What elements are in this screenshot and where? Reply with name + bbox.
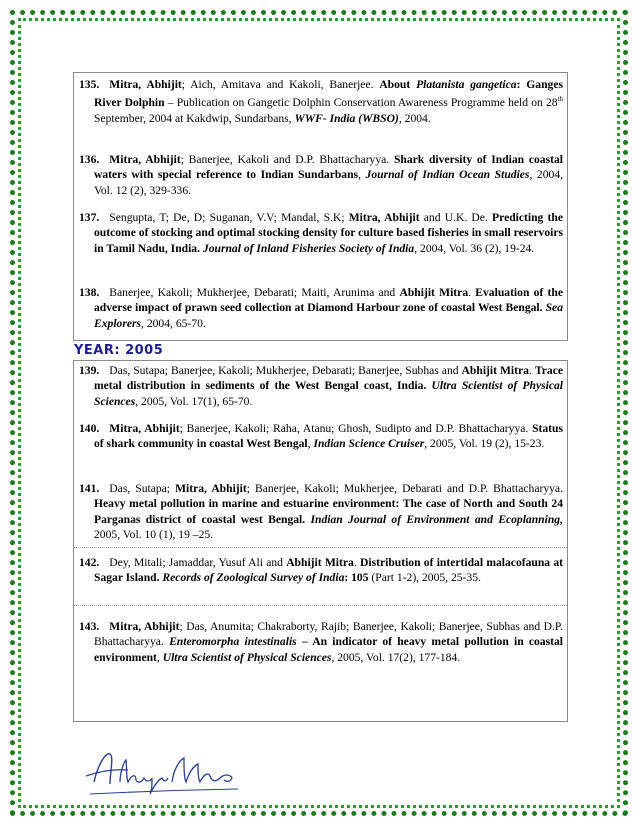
volume-details: 2005, Vol. 10 (1), 19 –25. xyxy=(94,528,214,542)
co-authors: ; Banerjee, Kakoli; Mukherjee, Debarati and D.P. Bhattacharyya. xyxy=(246,482,563,495)
volume-details: , 2004, Vol. 36 (2), 19-24. xyxy=(414,241,535,255)
author-highlight: Mitra, Abhijit xyxy=(175,482,247,495)
signature-image xyxy=(80,738,250,802)
title-text: Status of shark community in coastal West Bengal xyxy=(94,422,563,451)
journal-name: Indian Journal of Environment and Ecoplanning, xyxy=(310,512,563,526)
publications-box-2004 xyxy=(73,72,568,341)
co-authors: Das, Sutapa; xyxy=(109,482,176,495)
co-authors: Banerjee, Kakoli; Mukherjee, Debarati; Maiti, Arunima and xyxy=(109,286,400,299)
author-highlight: Mitra, Abhijit xyxy=(109,422,180,435)
publication-entry-139 xyxy=(79,363,563,409)
separator: , xyxy=(156,650,163,664)
entry-number: 139. xyxy=(79,364,100,377)
publication-entry-137 xyxy=(79,210,563,256)
author-highlight: Mitra, Abhijit xyxy=(109,620,180,633)
author-highlight: Mitra, Abhijit xyxy=(348,211,420,224)
journal-name: Ultra Scientist of Physical Sciences xyxy=(162,650,332,664)
author-highlight: Mitra, Abhijit xyxy=(109,78,182,91)
entry-number: 141. xyxy=(79,482,100,495)
volume-details: (Part 1-2), 2005, 25-35. xyxy=(368,571,481,585)
volume-details: , 2005, Vol. 19 (2), 15-23. xyxy=(424,437,545,451)
entry-number: 135. xyxy=(79,78,100,91)
journal-name: Sea Explorers xyxy=(94,301,563,330)
separator: . xyxy=(468,286,476,299)
title-text: Predicting the outcome of stocking and optimal stocking density for culture based fisheries in small reservoirs in Tamil Nadu, India. xyxy=(94,211,563,255)
journal-name: Indian Science Cruiser xyxy=(313,437,425,451)
separator: , xyxy=(358,168,366,182)
publication-entry-135 xyxy=(79,77,563,126)
entry-number: 138. xyxy=(79,286,100,299)
title-text: Trace metal distribution in sediments of the West Bengal coast, India. xyxy=(94,364,563,393)
publisher-name: WWF- India (WBSO) xyxy=(294,111,399,125)
separator: , xyxy=(307,437,314,451)
separator: . xyxy=(528,364,535,377)
volume-details: , 2004, 65-70. xyxy=(141,316,206,330)
entry-number: 137. xyxy=(79,211,100,224)
journal-name: Journal of Inland Fisheries Society of India xyxy=(202,241,415,255)
title-text: – An indicator of heavy metal pollution in coastal environment xyxy=(94,635,563,664)
publication-entry-141 xyxy=(79,481,563,543)
year-heading: YEAR: 2005 xyxy=(74,343,164,358)
species-name: Enteromorpha intestinalis xyxy=(169,635,297,649)
journal-name: Ultra Scientist of Physical Sciences xyxy=(94,379,563,408)
author-highlight: Abhijit Mitra xyxy=(461,364,529,377)
co-authors: ; Aich, Amitava and Kakoli, Banerjee. xyxy=(181,78,380,91)
entry-number: 142. xyxy=(79,556,100,569)
entry-number: 140. xyxy=(79,422,100,435)
author-highlight: Mitra, Abhijit xyxy=(109,153,181,166)
co-authors: ; Banerjee, Kakoli; Raha, Atanu; Ghosh, Sudipto and D.P. Bhattacharyya. xyxy=(179,422,533,435)
co-authors: ; Das, Anumita; Chakraborty, Rajib; Banerjee, Kakoli; Banerjee, Subhas and D.P. Bhattacharyya. xyxy=(94,620,563,649)
title-text: Heavy metal pollution in marine and estuarine environment: The case of North and South 24 Parganas district of coastal west Bengal. xyxy=(94,497,563,526)
publication-entry-138 xyxy=(79,285,563,331)
volume-number: : 105 xyxy=(344,571,369,585)
publication-entry-140 xyxy=(79,421,563,452)
co-authors: Sengupta, T; De, D; Suganan, V.V; Mandal, S.K; xyxy=(109,211,349,224)
title-text: Shark diversity of Indian coastal waters with special reference to Indian Sundarbans xyxy=(94,153,563,182)
entry-divider xyxy=(74,547,567,548)
publications-box-2005 xyxy=(73,360,568,722)
publication-details: September, 2004 at Kakdwip, Sundarbans, xyxy=(94,111,295,125)
entry-number: 136. xyxy=(79,153,100,166)
publication-details: – Publication on Gangetic Dolphin Conservation Awareness Programme held on 28 xyxy=(164,96,558,110)
publication-entry-136 xyxy=(79,152,563,198)
year-text: , 2004. xyxy=(398,111,431,125)
volume-details: , 2005, Vol. 17(1), 65-70. xyxy=(135,394,253,408)
author-highlight: Abhijit Mitra xyxy=(286,556,354,569)
publication-entry-143 xyxy=(79,619,563,665)
co-authors: and U.K. De. xyxy=(419,211,493,224)
author-highlight: Abhijit Mitra xyxy=(399,286,469,299)
separator: . xyxy=(353,556,360,569)
title-text: Evaluation of the adverse impact of prawn seed collection at Diamond Harbour zone of coastal West Bengal. xyxy=(94,286,564,315)
entry-number: 143. xyxy=(79,620,100,633)
ordinal-suffix: th xyxy=(557,95,564,104)
journal-name: Records of Zoological Survey of India xyxy=(162,571,345,585)
volume-details: , 2004, Vol. 12 (2), 329-336. xyxy=(94,168,564,197)
journal-name: Journal of Indian Ocean Studies xyxy=(365,168,530,182)
publication-entry-142 xyxy=(79,555,563,586)
species-name: Platanista gangetica xyxy=(416,78,517,91)
co-authors: Dey, Mitali; Jamaddar, Yusuf Ali and xyxy=(109,556,287,569)
volume-details: , 2005, Vol. 17(2), 177-184. xyxy=(331,650,461,664)
title-text: About xyxy=(379,78,417,91)
co-authors: Das, Sutapa; Banerjee, Kakoli; Mukherjee, Debarati; Banerjee, Subhas and xyxy=(109,364,462,377)
title-text: : Ganges River Dolphin xyxy=(94,78,563,110)
entry-divider xyxy=(74,605,567,606)
title-text: Distribution of intertidal malacofauna at Sagar Island. xyxy=(94,556,563,585)
co-authors: ; Banerjee, Kakoli and D.P. Bhattacharyya. xyxy=(180,153,394,166)
